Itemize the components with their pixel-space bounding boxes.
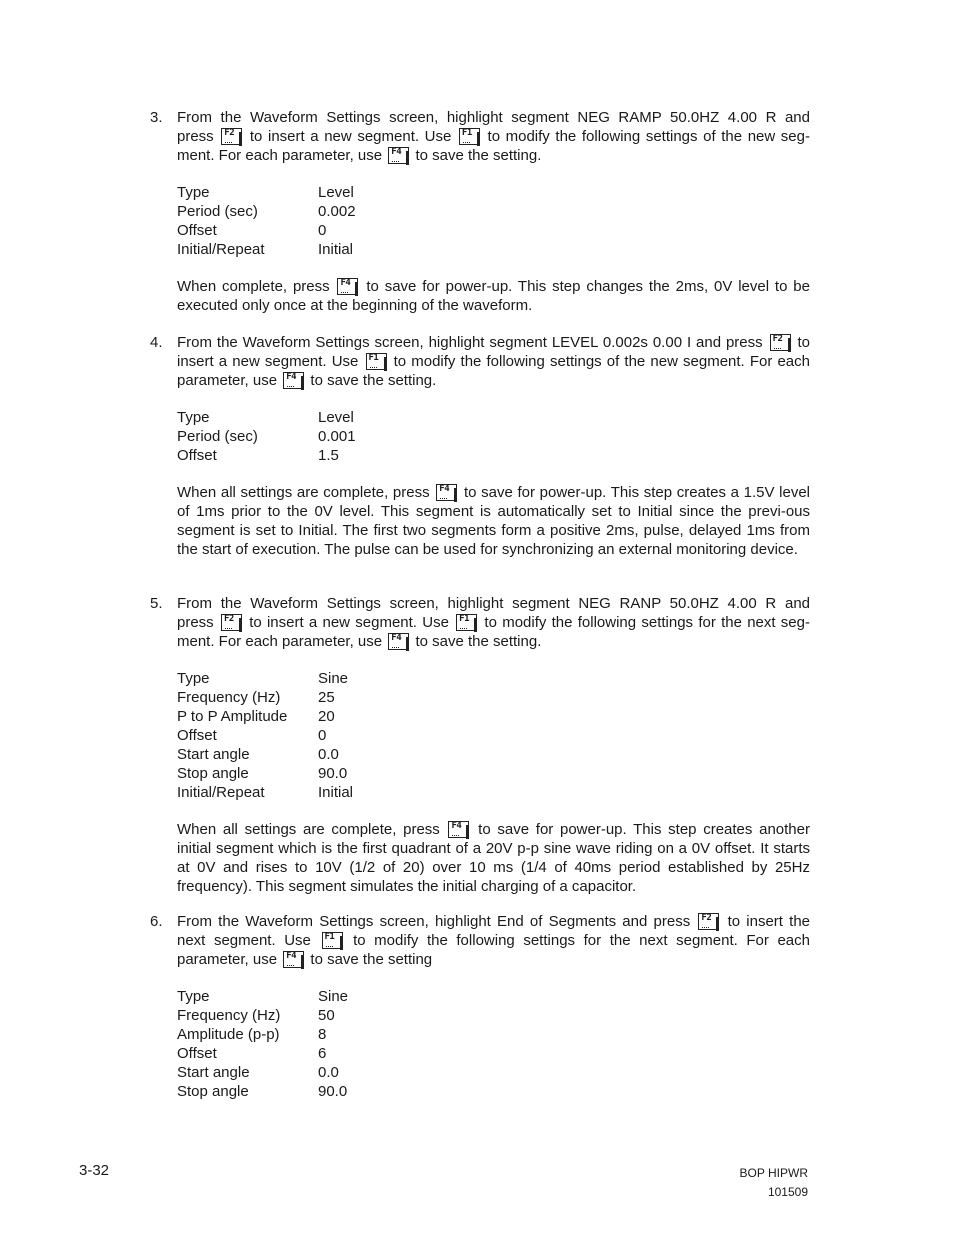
step-6 bbox=[150, 912, 810, 1101]
f2-key-icon: F2 bbox=[770, 334, 791, 351]
f2-key-icon: F2 bbox=[698, 913, 719, 930]
table-row: Start angle 0.0 bbox=[177, 746, 339, 763]
step-text: ment. For each parameter, use F4 to save the setting. bbox=[177, 147, 542, 164]
settings-table bbox=[177, 408, 810, 465]
table-row: Offset 6 bbox=[177, 1045, 327, 1062]
step-text: From the Waveform Settings screen, highlight End of Segments and press F2 to insert the next segment. Use F1 to modify the following settings for the next segment. For each parameter, use F4 to save the setting bbox=[177, 913, 811, 968]
table-row: Start angle 0.0 bbox=[177, 1064, 339, 1081]
document-id: BOP HIPWR 101509 bbox=[739, 1166, 808, 1199]
step-text: From the Waveform Settings screen, highlight segment LEVEL 0.002s 0.00 I and press F2 to insert a new segment. Use F1 to modify the following settings of the new segment. For each parameter, use F4 to save the setting. bbox=[177, 334, 810, 389]
table-row: Type Sine bbox=[177, 988, 349, 1005]
f4-key-icon: F4 bbox=[283, 372, 304, 389]
step-number: 3. bbox=[150, 109, 163, 126]
f1-key-icon: F1 bbox=[322, 932, 343, 949]
table-row: Offset 1.5 bbox=[177, 447, 339, 464]
step-text: press F2 to insert a new segment. Use F1 to modify the following settings of the new seg- bbox=[177, 128, 810, 145]
settings-table bbox=[177, 987, 810, 1101]
step-5 bbox=[150, 594, 810, 896]
f4-key-icon: F4 bbox=[283, 951, 304, 968]
step-text: ment. For each parameter, use F4 to save the setting. bbox=[177, 633, 542, 650]
page-number: 3-32 bbox=[79, 1162, 110, 1179]
table-row: Stop angle 90.0 bbox=[177, 765, 348, 782]
table-row: Frequency (Hz) 25 bbox=[177, 689, 335, 706]
table-row: Period (sec) 0.001 bbox=[177, 428, 356, 445]
step-text: From the Waveform Settings screen, highlight segment NEG RANP 50.0HZ 4.00 R and bbox=[177, 595, 810, 612]
settings-table bbox=[177, 669, 810, 802]
step-result-text: When all settings are complete, press F4 to save for power-up. This step creates another initial segment which is the first quadrant of a 20V p-p sine wave riding on a 0V offset. It starts at 0V and rises to 10V (1/2 of 20) over 10 ms (1/4 of 40ms period established by 25Hz frequency). This segment simulates the initial charging of a capacitor. bbox=[177, 821, 810, 895]
table-row: Type Level bbox=[177, 184, 354, 201]
table-row: Offset 0 bbox=[177, 727, 327, 744]
table-row: Amplitude (p-p) 8 bbox=[177, 1026, 327, 1043]
table-row: Frequency (Hz) 50 bbox=[177, 1007, 335, 1024]
step-result-text: When all settings are complete, press F4 to save for power-up. This step creates a 1.5V level of 1ms prior to the 0V level. This segment is automatically set to Initial since the previ-ous segment is set to Initial. The first two segments form a positive 2ms, pulse, delayed 1ms from the start of execution. The pulse can be used for synchronizing an external monitoring device. bbox=[177, 484, 810, 558]
table-row: Initial/Repeat Initial bbox=[177, 784, 354, 801]
f4-key-icon: F4 bbox=[388, 147, 409, 164]
step-4 bbox=[150, 333, 810, 559]
step-text: press F2 to insert a new segment. Use F1 to modify the following settings for the next seg- bbox=[177, 614, 810, 631]
f4-key-icon: F4 bbox=[337, 278, 358, 295]
table-row: Initial/Repeat Initial bbox=[177, 241, 354, 258]
f1-key-icon: F1 bbox=[459, 128, 480, 145]
table-row: P to P Amplitude 20 bbox=[177, 708, 335, 725]
step-number: 5. bbox=[150, 595, 163, 612]
f2-key-icon: F2 bbox=[221, 128, 242, 145]
settings-table bbox=[177, 183, 810, 259]
f1-key-icon: F1 bbox=[366, 353, 387, 370]
table-row: Stop angle 90.0 bbox=[177, 1083, 348, 1100]
f1-key-icon: F1 bbox=[456, 614, 477, 631]
f4-key-icon: F4 bbox=[388, 633, 409, 650]
step-number: 6. bbox=[150, 913, 163, 930]
f4-key-icon: F4 bbox=[436, 484, 457, 501]
table-row: Period (sec) 0.002 bbox=[177, 203, 356, 220]
table-row: Offset 0 bbox=[177, 222, 327, 239]
step-3 bbox=[150, 108, 810, 315]
step-text: From the Waveform Settings screen, highlight segment NEG RAMP 50.0HZ 4.00 R and bbox=[177, 109, 810, 126]
f2-key-icon: F2 bbox=[221, 614, 242, 631]
table-row: Type Sine bbox=[177, 670, 349, 687]
step-number: 4. bbox=[150, 334, 163, 351]
f4-key-icon: F4 bbox=[448, 821, 469, 838]
table-row: Type Level bbox=[177, 409, 354, 426]
step-result-text: When complete, press F4 to save for power-up. This step changes the 2ms, 0V level to be executed only once at the beginning of the waveform. bbox=[177, 278, 810, 314]
